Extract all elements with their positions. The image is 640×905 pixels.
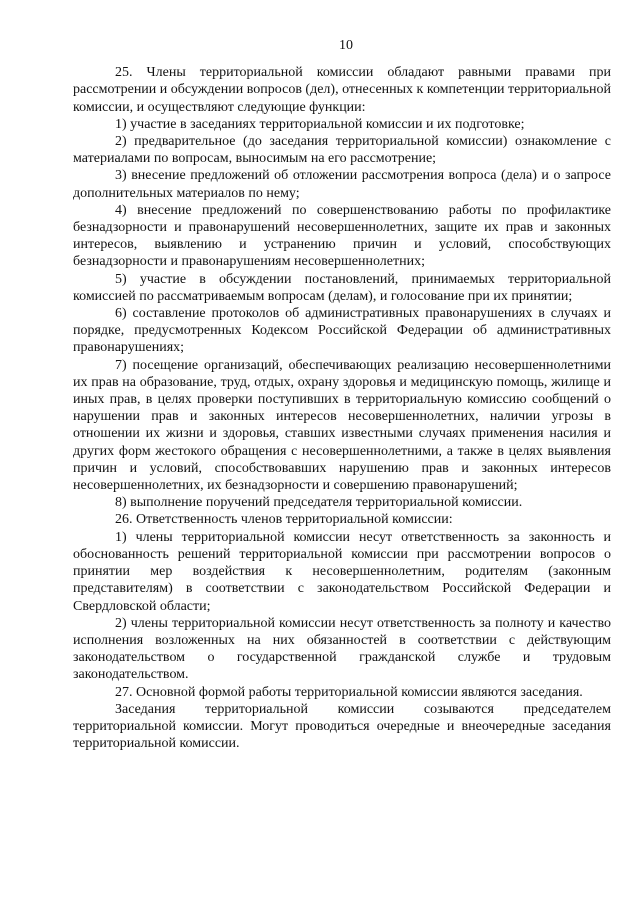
list-item-25-3: 3) внесение предложений об отложении рассмотрения вопроса (дела) и о запросе дополнительных материалов по нему; xyxy=(73,168,611,201)
list-item-25-6: 6) составление протоколов об административных правонарушениях в случаях и порядке, предусмотренных Кодексом Российской Федерации об административных правонарушениях; xyxy=(73,306,611,356)
paragraph-27: 27. Основной формой работы территориальной комиссии являются заседания. xyxy=(115,684,583,700)
list-item-26-2: 2) члены территориальной комиссии несут ответственность за полноту и качество исполнения возложенных на них обязанностей в соответствии с действующим законодательством о государственной гражданской службе и трудовым законодательством. xyxy=(73,615,611,683)
document-body xyxy=(73,64,611,752)
list-item-25-4: 4) внесение предложений по совершенствованию работы по профилактике безнадзорности и правонарушений несовершеннолетних, защите их прав и законных интересов, выявлению и устранению причин и условий, способствующих безнадзорности и правонарушениям несовершеннолетних; xyxy=(73,202,611,270)
list-item-25-5: 5) участие в обсуждении постановлений, принимаемых территориальной комиссией по рассматриваемым вопросам (делам), и голосование при их принятии; xyxy=(73,271,611,304)
paragraph-26-heading: 26. Ответственность членов территориальной комиссии: xyxy=(115,512,453,528)
list-item-25-8: 8) выполнение поручений председателя территориальной комиссии. xyxy=(115,495,523,511)
list-item-25-2: 2) предварительное (до заседания территориальной комиссии) ознакомление с материалами по вопросам, выносимым на его рассмотрение; xyxy=(73,134,611,167)
list-item-26-1: 1) члены территориальной комиссии несут ответственность за законность и обоснованность решений территориальной комиссии при рассмотрении вопросов о принятии мер воздействия к несовершеннолетним, родителям (законным представителям) в соответствии с законодательством Российской Федерации и Свердловской области; xyxy=(73,529,611,614)
paragraph-meetings: Заседания территориальной комиссии созываются председателем территориальной комиссии. Могут проводиться очередные и внеочередные заседания территориальной комиссии. xyxy=(73,701,611,752)
paragraph-25-intro: 25. Члены территориальной комиссии обладают равными правами при рассмотрении и обсуждении вопросов (дел), отнесенных к компетенции территориальной комиссии, и осуществляют следующие функции: xyxy=(73,65,611,115)
page-number: 10 xyxy=(339,38,353,53)
list-item-25-7: 7) посещение организаций, обеспечивающих реализацию несовершеннолетними их прав на образование, труд, отдых, охрану здоровья и медицинскую помощь, жилище и иных прав, в целях проверки поступивших в территориальную комиссию сообщений о нарушении прав и законных интересов несовершеннолетних, наличии угрозы в отношении их жизни и здоровья, ставших известными случаях применения насилия и других форм жестокого обращения с несовершеннолетними, а также в целях выявления причин и условий, способствовавших нарушению прав и законных интересов несовершеннолетних, их безнадзорности и совершению правонарушений; xyxy=(73,357,611,494)
list-item-25-1: 1) участие в заседаниях территориальной комиссии и их подготовке; xyxy=(115,116,525,132)
